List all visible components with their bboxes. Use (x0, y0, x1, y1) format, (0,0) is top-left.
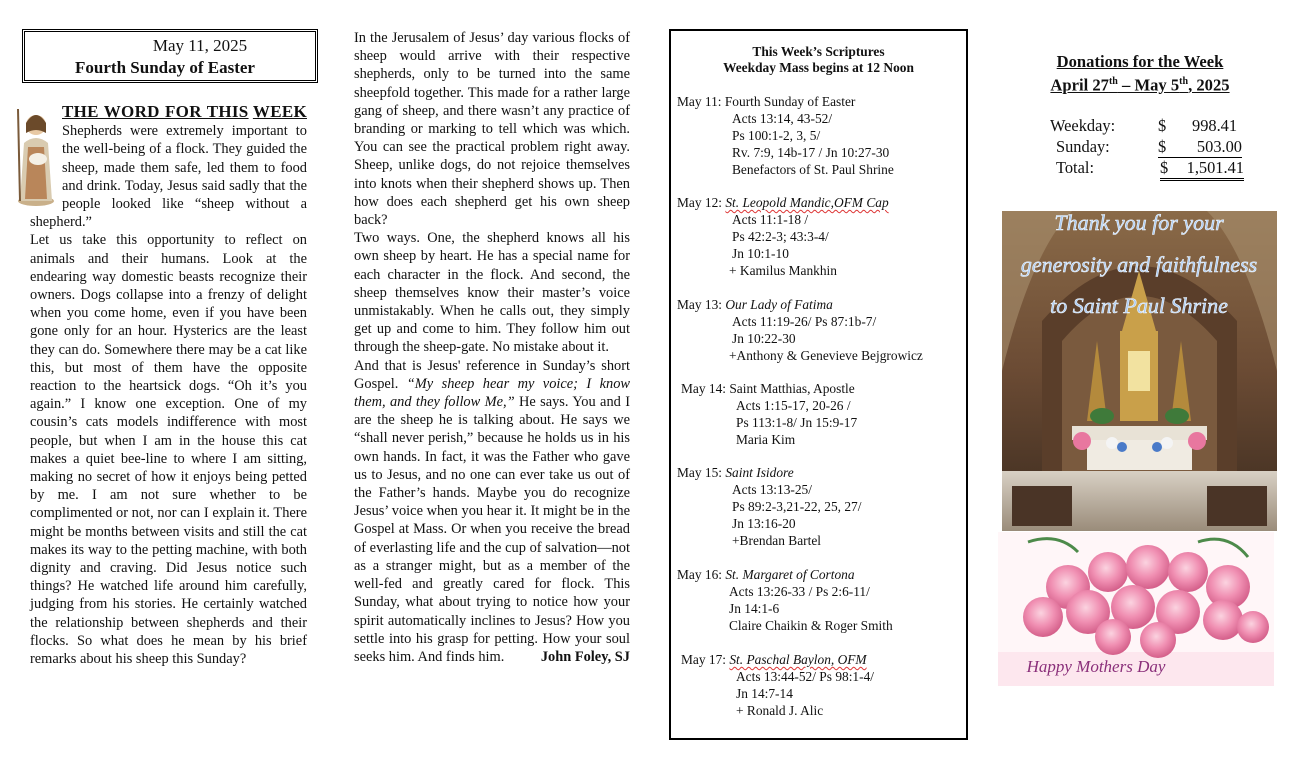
reflection-paragraph-2: Let us take this opportunity to reflect on animals and their humans. Look at the endearing way domestic beasts recognize their owners. Dogs collapse into a frenzy of delight when you come home, even if you have been gone only for an hour. Hysterics are the least they can do. Somewhere there may be a cat like this, but most of them have the opposite reaction to the heartsick dogs. “Oh it’s you again.” I know one exception. One of my cousin’s cats models indifference with most people, but when I am in the house this cat makes a quiet bee-line to where I am sitting, making no secret of how it enjoys being petted by me. I am not sure whether to be complimented or not, nor can I explain it. There might be months between visits and still the cat makes its way to the petting machine, with both dignity and craving. Did Jesus notice such things? He watched life around him carefully, judging from his stories. He certainly watched the relationship between shepherds and their flocks. So what does he mean by his brief remarks about his sheep this Sunday? (30, 232, 307, 668)
reading-line: Rv. 7:9, 14b-17 / Jn 10:27-30 (732, 145, 890, 160)
donations-header (1020, 52, 1260, 96)
gospel-quote: “My sheep hear my voice; I know them, and they follow Me,” (354, 375, 630, 411)
feast-name: St. Margaret of Cortona (725, 567, 855, 582)
reflection-paragraph-4: Two ways. One, the shepherd knows all his own sheep by heart. He has a special name for each character in the flock. And second, the sheep themselves know their master’s voice unmistakably. When he calls out, they simply get up and come to him. They follow him out through the sheep-gate. No mistake about it. (354, 230, 630, 356)
thank-you-shrine-image (1002, 211, 1277, 531)
mass-intention: Claire Chaikin & Roger Smith (729, 618, 893, 633)
reading-line: Acts 11:1-18 / (732, 212, 809, 227)
donation-label: Total: (1056, 158, 1094, 177)
donations-title: Donations for the Week (1056, 52, 1224, 71)
donation-currency: $ (1158, 137, 1167, 156)
author-signature: John Foley, SJ (540, 648, 630, 665)
thank-you-text-line3: to Saint Paul Shrine (1050, 293, 1228, 318)
feast-name: Saint Isidore (725, 465, 794, 480)
donations-date-range: April 27th – May 5th, 2025 (1050, 75, 1230, 95)
donation-label: Sunday: (1056, 137, 1110, 156)
reading-line: Jn 10:22-30 (732, 331, 796, 346)
donation-amount: 998.41 (1192, 116, 1238, 135)
reading-line: Acts 13:14, 43-52/ (732, 111, 833, 126)
schedule-day (677, 566, 893, 634)
reading-line: Jn 14:1-6 (729, 601, 780, 616)
good-shepherd-image (14, 103, 58, 207)
feast-name: St. Paschal Baylon, OFM (729, 652, 867, 667)
day-label: May 16: (677, 567, 726, 582)
donation-amount: 1,501.41 (1186, 158, 1244, 177)
reading-line: Ps 100:1-2, 3, 5/ (732, 128, 821, 143)
donation-amount: 503.00 (1196, 137, 1242, 156)
day-label: May 17: (681, 652, 730, 667)
schedule-day (681, 651, 874, 719)
reflection-paragraph-3: In the Jerusalem of Jesus’ day various flocks of sheep would arrive with their respective shepherds, only to be turned into the same sheepfold together. This made for a rather large gang of sheep, and there wasn’t any practice of branding or marking to tell which was which. You can see the practical problem right away. Sheep, unlike dogs, do not rejoice themselves into knots when their shepherd shows up. Then how does each shepherd get his own sheep back? (354, 30, 630, 229)
schedule-day (677, 296, 923, 364)
day-label: May 11: Fourth Sunday of Easter (677, 94, 856, 109)
thank-you-text-line1: Thank you for your (1054, 211, 1224, 235)
reflection-paragraph-1: Shepherds were extremely important to the well-being of a flock. They guided the sheep, made them safe, led them to food and drink. Today, Jesus said sadly that the people looked like “sheep without a shepherd.” (30, 123, 307, 231)
schedule-subtitle: Weekday Mass begins at 12 Noon (723, 60, 914, 75)
scripture-schedule-box (669, 29, 968, 740)
mass-intention: +Anthony & Genevieve Bejgrowicz (729, 348, 923, 363)
donation-amount-underlined (1158, 137, 1242, 158)
reflection-text: He says. You and I are the sheep he is talking about. He says we “shall never perish,” because he holds us in his own hands. In fact, it was the Father who gave us to Jesus, and no one can ever take us out of the Father’s hands. Maybe you do recognize Jesus’ voice when you hear it. It might be in the Gospel at Mass. Or when you receive the bread of everlasting life and the cup of salvation—not as a stranger might, but as a member of the well-fed and greatly cared for flock. This Sunday, what about trying to notice how your spirit automatically inclines to Jesus? How you settle into his grasp for petting. How your soul seeks him. And finds him. (354, 394, 631, 665)
reflection-paragraph-5 (354, 357, 630, 666)
reflection-heading-line1: THE WORD FOR THIS (62, 102, 249, 121)
schedule-day (677, 194, 889, 279)
feast-name: Our Lady of Fatima (725, 297, 833, 312)
feast-name: St. Leopold Mandic,OFM Cap (725, 195, 889, 210)
day-label: May 14: Saint Matthias, Apostle (681, 381, 855, 396)
reading-line: Acts 13:44-52/ Ps 98:1-4/ (736, 669, 874, 684)
reading-line: Jn 14:7-14 (736, 686, 793, 701)
reading-line: Jn 10:1-10 (732, 246, 789, 261)
reading-line: Ps 113:1-8/ Jn 15:9-17 (736, 415, 858, 430)
mass-intention: Maria Kim (736, 432, 796, 447)
day-label: May 15: (677, 465, 726, 480)
reading-line: Ps 42:2-3; 43:3-4/ (732, 229, 829, 244)
mass-intention: +Brendan Bartel (732, 533, 821, 548)
schedule-day (677, 93, 894, 178)
bulletin-date: May 11, 2025 (152, 36, 248, 55)
reading-line: Acts 13:26-33 / Ps 2:6-11/ (729, 584, 870, 599)
reflection-column-1 (30, 103, 307, 668)
reflection-text: And that is Jesus' reference in Sunday’s short Gospel. (354, 357, 630, 392)
donation-total (1160, 158, 1244, 181)
mothers-day-roses-image (998, 532, 1274, 686)
mass-intention: Benefactors of St. Paul Shrine (732, 162, 894, 177)
donation-currency: $ (1160, 158, 1169, 177)
day-label: May 12: (677, 195, 726, 210)
schedule-day (681, 380, 857, 448)
bulletin-title: Fourth Sunday of Easter (75, 58, 255, 77)
reading-line: Acts 13:13-25/ (732, 482, 812, 497)
donation-label: Weekday: (1050, 116, 1116, 135)
schedule-title: This Week’s Scriptures (752, 44, 885, 59)
schedule-day (677, 464, 861, 549)
date-title-box (22, 29, 318, 83)
reading-line: Jn 13:16-20 (732, 516, 796, 531)
reflection-heading-line2: WEEK (252, 102, 307, 121)
reading-line: Acts 1:15-17, 20-26 / (736, 398, 851, 413)
mass-intention: + Kamilus Mankhin (729, 263, 837, 278)
reading-line: Acts 11:19-26/ Ps 87:1b-7/ (732, 314, 877, 329)
donation-currency: $ (1158, 116, 1167, 135)
day-label: May 13: (677, 297, 726, 312)
reading-line: Ps 89:2-3,21-22, 25, 27/ (732, 499, 862, 514)
mass-intention: + Ronald J. Alic (736, 703, 824, 718)
thank-you-text-line2: generosity and faithfulness (1020, 252, 1258, 277)
mothers-day-text: Happy Mothers Day (1026, 657, 1166, 676)
reflection-column-2 (354, 29, 630, 666)
